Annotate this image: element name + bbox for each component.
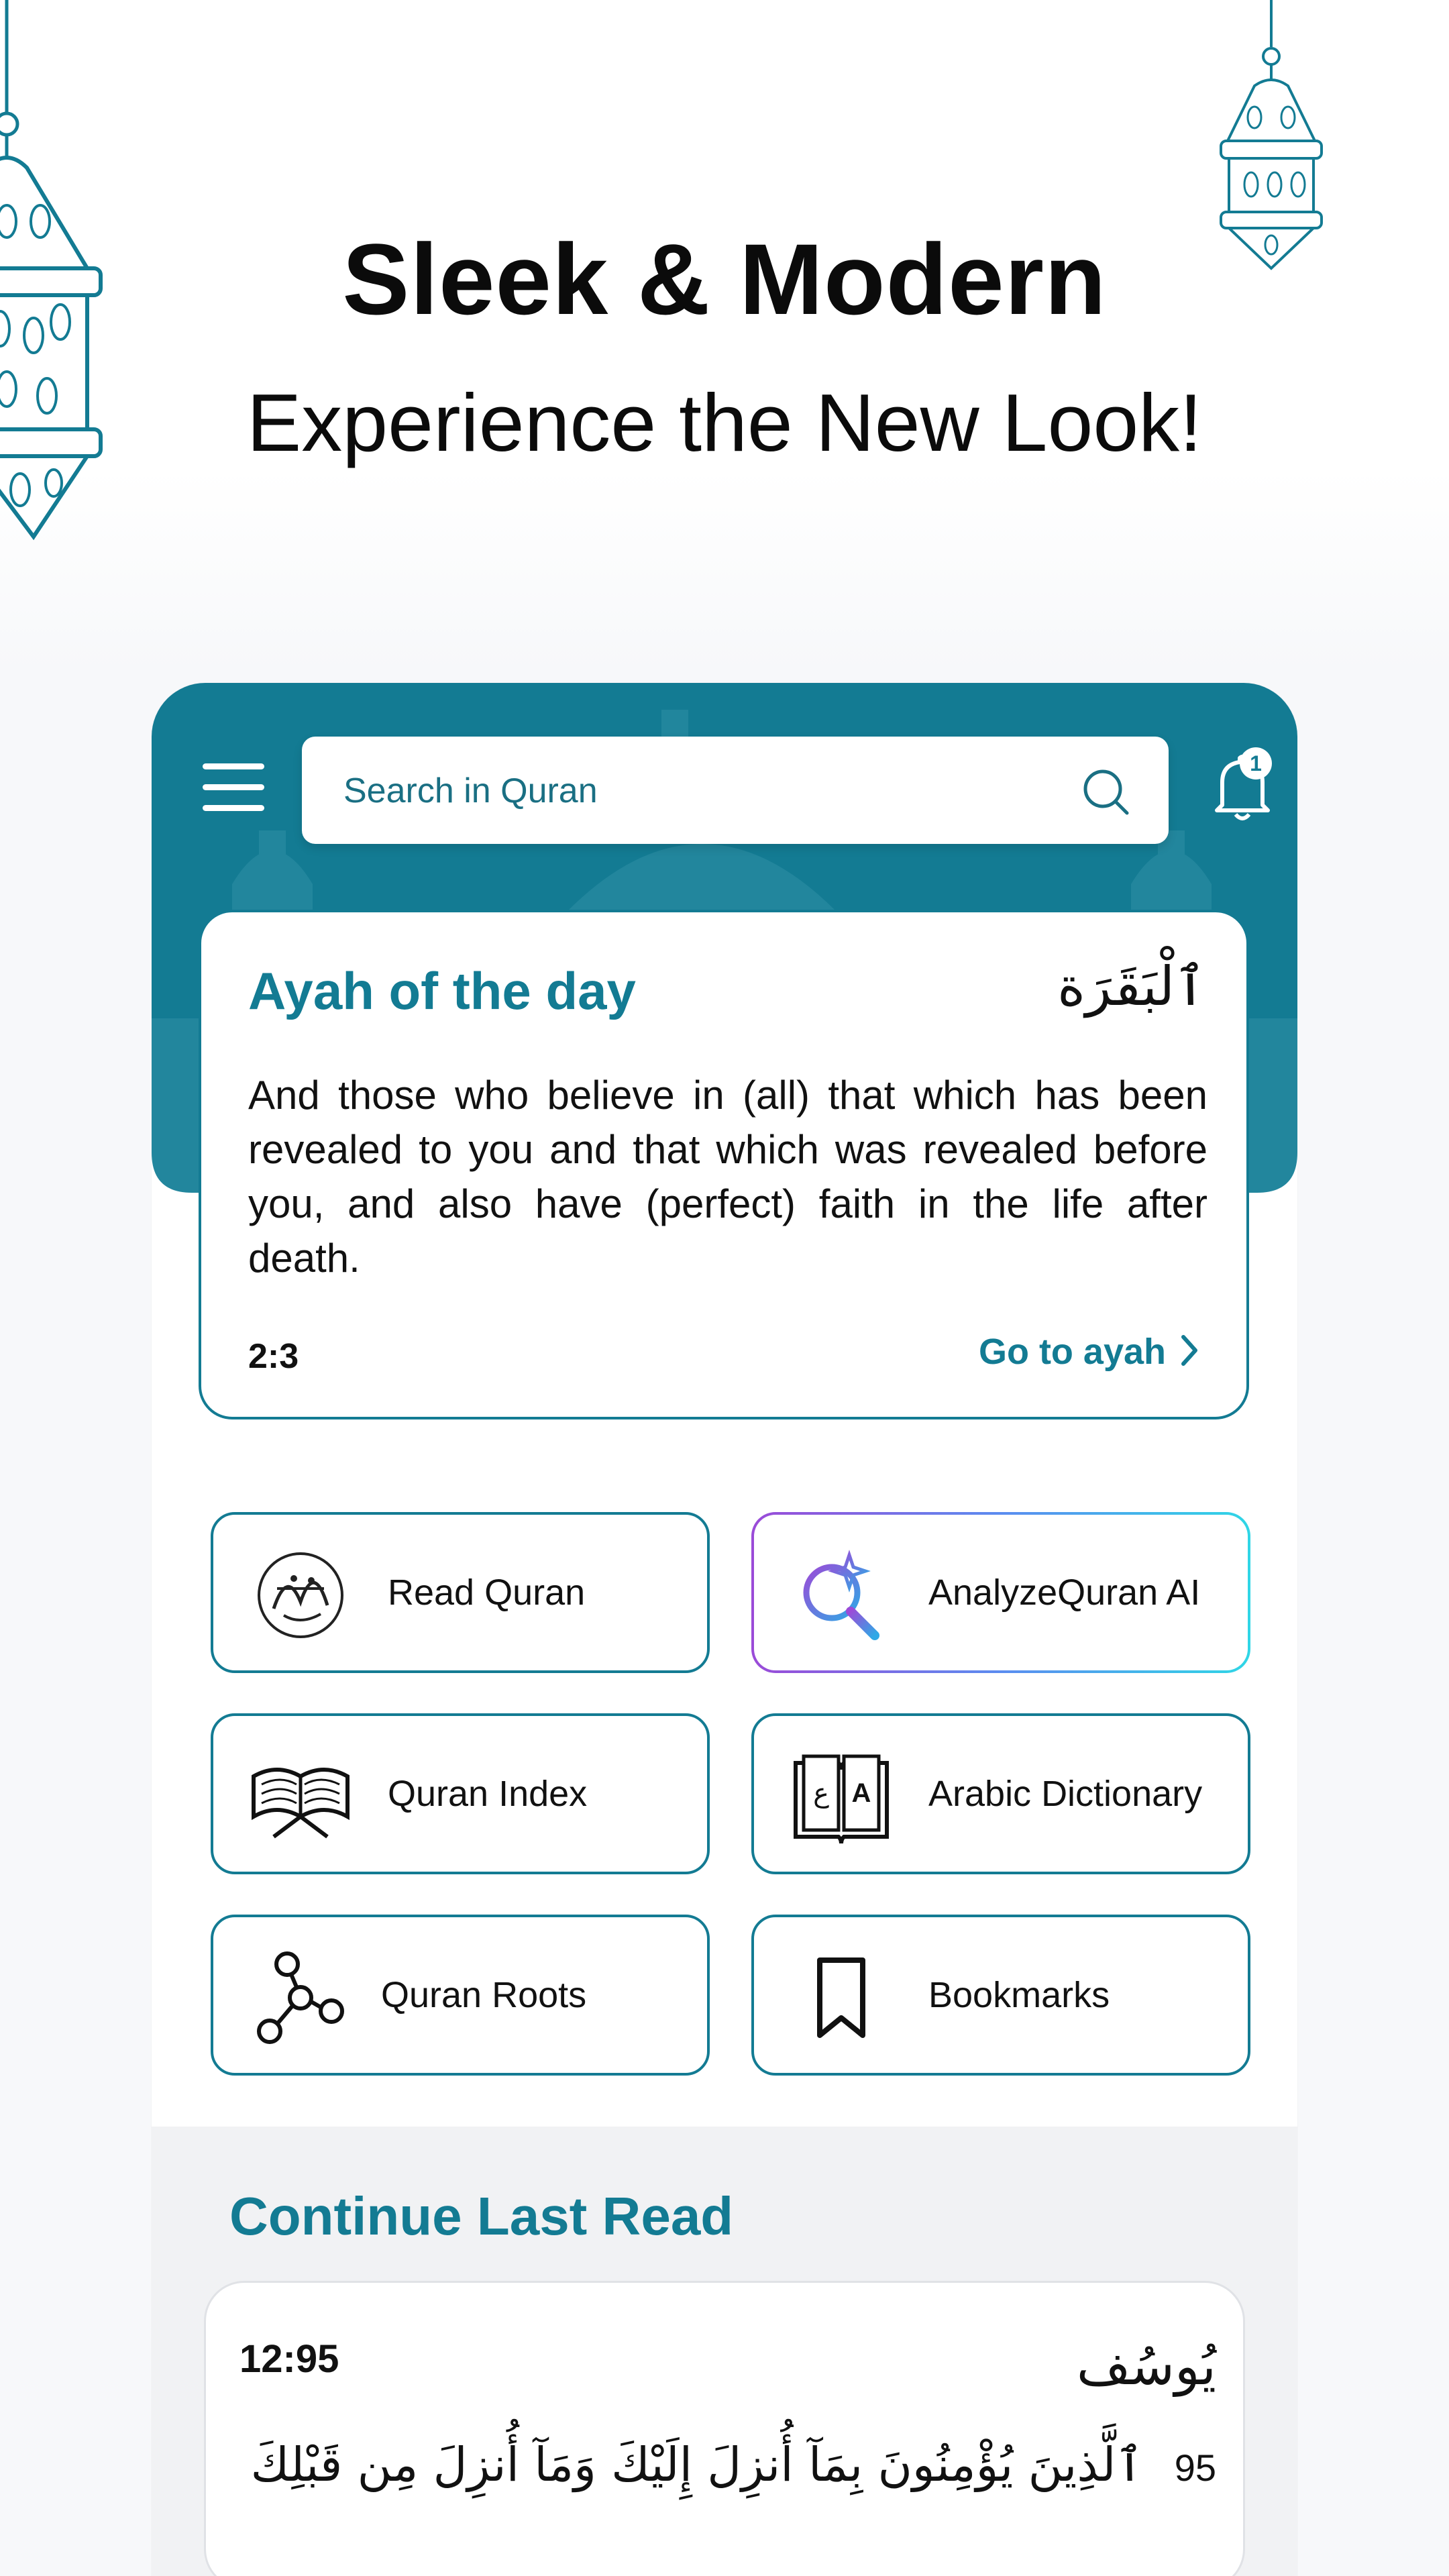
quran-roots-button[interactable]: [211, 1915, 710, 2076]
chevron-right-icon: [1179, 1334, 1199, 1375]
search-icon[interactable]: [1080, 766, 1131, 820]
arabic-dictionary-label: Arabic Dictionary: [928, 1774, 1203, 1814]
read-quran-label: Read Quran: [388, 1572, 586, 1613]
search-bar[interactable]: [302, 737, 1169, 844]
last-read-surah-name: يُوسُف: [1076, 2337, 1216, 2397]
search-input[interactable]: [342, 766, 1049, 816]
menu-line: [203, 805, 264, 811]
menu-line: [203, 784, 264, 790]
last-read-card[interactable]: [204, 2281, 1245, 2576]
ayah-of-the-day-card: [199, 910, 1249, 1419]
menu-line: [203, 763, 264, 769]
quran-roots-label: Quran Roots: [381, 1975, 587, 2015]
headline-title: Sleek & Modern: [342, 223, 1107, 335]
last-read-ayah-text: [251, 2437, 1216, 2492]
go-to-ayah-link[interactable]: [979, 1331, 1199, 1375]
bookmarks-button[interactable]: [751, 1915, 1250, 2076]
ayah-number: 95: [1174, 2447, 1216, 2489]
dictionary-icon: [788, 1743, 895, 1850]
roots-icon: [247, 1944, 354, 2051]
analyzequran-ai-label: AnalyzeQuran AI: [928, 1572, 1201, 1613]
arabic-dictionary-button[interactable]: [751, 1713, 1250, 1874]
menu-button[interactable]: [203, 763, 264, 814]
bookmarks-label: Bookmarks: [928, 1975, 1110, 2015]
ayah-translation-text: And those who believe in (all) that which has been revealed to you and that which was revealed before you, and also have (perfect) faith in the life after death.: [248, 1073, 1208, 1281]
headline-subtitle: Experience the New Look!: [246, 377, 1203, 468]
open-quran-icon: [247, 1743, 354, 1850]
go-to-ayah-label: Go to ayah: [978, 1332, 1166, 1372]
analyzequran-ai-button[interactable]: [751, 1512, 1250, 1673]
notification-button[interactable]: [1202, 747, 1283, 828]
app-screen: [152, 683, 1297, 2576]
ai-search-icon: [788, 1542, 895, 1649]
continue-last-read-title: Continue Last Read: [229, 2186, 734, 2246]
ayah-arabic-text: ٱلَّذِينَ يُؤْمِنُونَ بِمَآ أُنزِلَ إِلَيْكَ وَمَآ أُنزِلَ مِن قَبْلِكَ: [250, 2437, 1144, 2492]
read-quran-button[interactable]: [211, 1512, 710, 1673]
ayah-reference: 2:3: [248, 1337, 299, 1376]
notification-badge: 1: [1240, 747, 1272, 780]
continue-last-read-section: [152, 2127, 1297, 2576]
svg-text:A: A: [851, 1778, 871, 1808]
ayah-card-title: Ayah of the day: [248, 961, 636, 1020]
quran-index-label: Quran Index: [388, 1774, 588, 1814]
quran-calligraphy-icon: [247, 1542, 354, 1649]
bookmark-icon: [788, 1944, 895, 2051]
last-read-reference: 12:95: [239, 2337, 339, 2381]
ayah-surah-name: ٱلْبَقَرَة: [1057, 955, 1206, 1018]
quran-index-button[interactable]: [211, 1713, 710, 1874]
svg-text:ع: ع: [813, 1778, 829, 1809]
